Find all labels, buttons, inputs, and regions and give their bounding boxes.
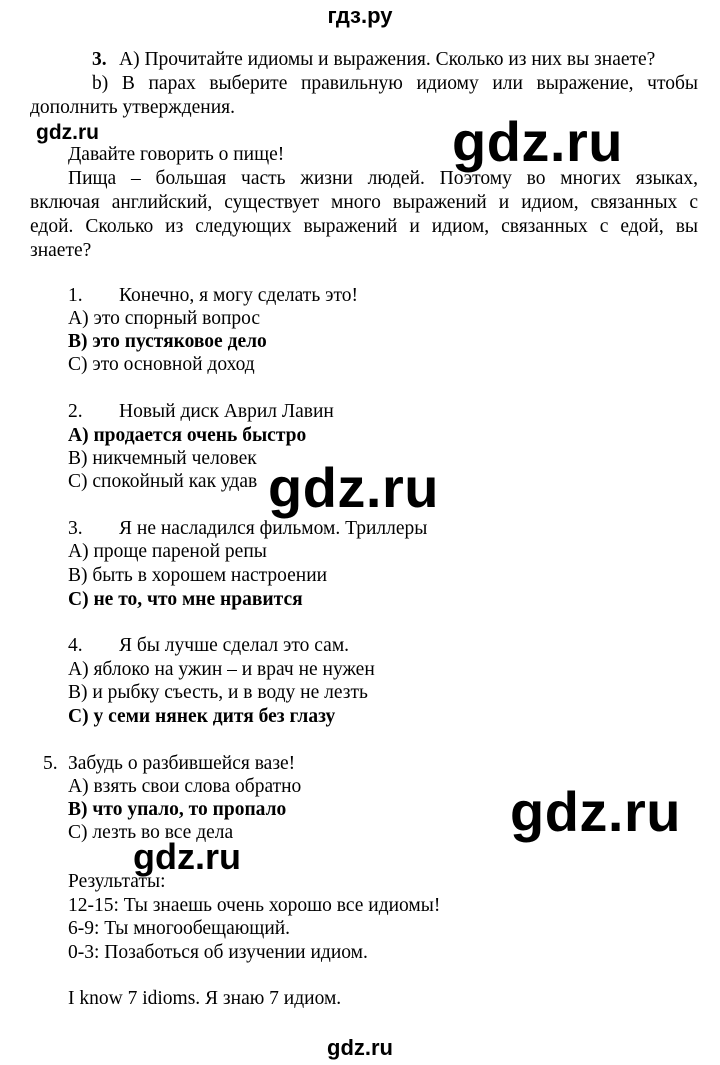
intro-line-3: едой. Сколько из следующих выражений и идиом, связанных с едой, вы <box>30 216 698 237</box>
question-5-option-c: С) лезть во все дела <box>68 822 234 843</box>
watermark-big-right: gdz.ru <box>510 780 681 843</box>
question-4-number: 4. <box>68 635 83 656</box>
results-title: Результаты: <box>68 871 166 892</box>
watermark-big-middle: gdz.ru <box>268 456 439 519</box>
question-1-option-b-correct: В) это пустяковое дело <box>68 331 267 352</box>
question-3-option-c-correct: С) не то, что мне нравится <box>68 589 303 610</box>
site-header: гдз.ру <box>327 3 393 28</box>
intro-line-2: включая английский, существует много выражений и идиом, связанных с <box>30 192 698 213</box>
results-line-3: 0-3: Позаботься об изучении идиом. <box>68 942 368 963</box>
question-4-option-c-correct: С) у семи нянек дитя без глазу <box>68 706 336 727</box>
question-2-option-b: В) никчемный человек <box>68 448 257 469</box>
intro-line-4: знаете? <box>30 240 92 261</box>
question-5-text: Забудь о разбившейся вазе! <box>68 753 296 774</box>
question-2-option-c: С) спокойный как удав <box>68 471 258 492</box>
task-number: 3. <box>92 49 107 70</box>
question-4-option-a: А) яблоко на ужин – и врач не нужен <box>68 659 375 680</box>
question-2-option-a-correct: А) продается очень быстро <box>68 425 307 446</box>
watermark-small-top: gdz.ru <box>36 121 99 144</box>
question-4-text: Я бы лучше сделал это сам. <box>119 635 350 656</box>
question-1-option-a: А) это спорный вопрос <box>68 308 261 329</box>
task-part-b-line1: b) В парах выберите правильную идиому или выражение, чтобы <box>92 73 698 94</box>
results-line-1: 12-15: Ты знаешь очень хорошо все идиомы! <box>68 895 441 916</box>
question-5-number: 5. <box>43 753 58 774</box>
task-part-b-line2: дополнить утверждения. <box>30 97 236 118</box>
question-2-number: 2. <box>68 401 83 422</box>
question-5-option-b-correct: В) что упало, то пропало <box>68 799 287 820</box>
watermark-footer: gdz.ru <box>327 1035 393 1060</box>
question-2-text: Новый диск Аврил Лавин <box>119 401 334 422</box>
results-line-2: 6-9: Ты многообещающий. <box>68 918 291 939</box>
intro-title: Давайте говорить о пище! <box>68 144 285 165</box>
watermark-big-top: gdz.ru <box>452 110 623 173</box>
question-3-option-a: А) проще пареной репы <box>68 541 267 562</box>
question-1-number: 1. <box>68 285 83 306</box>
question-3-number: 3. <box>68 518 83 539</box>
question-4-option-b: В) и рыбку съесть, и в воду не лезть <box>68 682 368 703</box>
intro-line-1: Пища – большая часть жизни людей. Поэтому во многих языках, <box>68 168 698 189</box>
task-part-a: А) Прочитайте идиомы и выражения. Сколько из них вы знаете? <box>119 49 656 70</box>
answer-text: I know 7 idioms. Я знаю 7 идиом. <box>68 988 342 1009</box>
question-5-option-a: А) взять свои слова обратно <box>68 776 302 797</box>
question-3-option-b: В) быть в хорошем настроении <box>68 565 328 586</box>
watermark-small-lower: gdz.ru <box>133 836 241 877</box>
question-3-text: Я не насладился фильмом. Триллеры <box>119 518 428 539</box>
question-1-option-c: С) это основной доход <box>68 354 255 375</box>
question-1-text: Конечно, я могу сделать это! <box>119 285 358 306</box>
